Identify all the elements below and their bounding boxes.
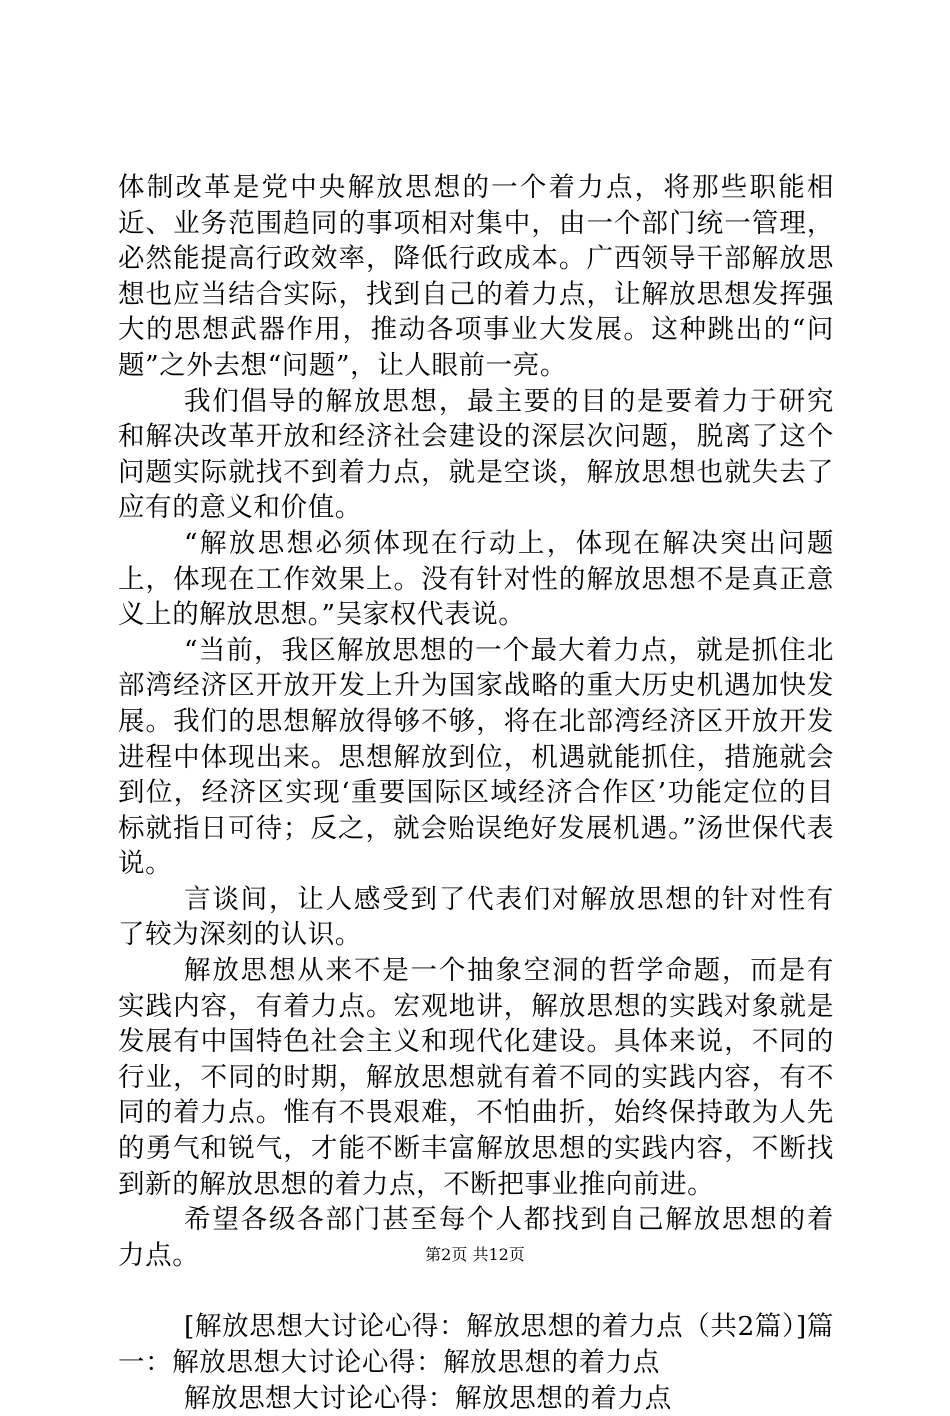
page-footer: 第2页 共12页: [425, 1245, 525, 1264]
paragraph: 体制改革是党中央解放思想的一个着力点，将那些职能相近、业务范围趋同的事项相对集中，由一个部门统一管理，必然能提高行政效率，降低行政成本。广西领导干部解放思想也应当结合实际，找到自己的着力点，让解放思想发挥强大的思想武器作用，推动各项事业大发展。这种跳出的“问题”之外去想“问题”，让人眼前一亮。: [118, 172, 834, 381]
section-subheading: 解放思想大讨论心得：解放思想的着力点: [184, 1382, 672, 1414]
paragraph: 我们倡导的解放思想，最主要的目的是要着力于研究和解决改革开放和经济社会建设的深层次问题，脱离了这个问题实际就找不到着力点，就是空谈，解放思想也就失去了应有的意义和价值。: [118, 385, 834, 524]
paragraph: “当前，我区解放思想的一个最大着力点，就是抓住北部湾经济区开放开发上升为国家战略的重大历史机遇加快发展。我们的思想解放得够不够，将在北部湾经济区开放开发进程中体现出来。思想解放到位，机遇就能抓住，措施就会到位，经济区实现‘重要国际区域经济合作区’功能定位的目标就指日可待；反之，就会贻误绝好发展机遇。”汤世保代表说。: [118, 634, 834, 880]
paragraph: 言谈间，让人感受到了代表们对解放思想的针对性有了较为深刻的认识。: [118, 883, 834, 951]
body-text: [118, 170, 834, 1416]
paragraph: 希望各级各部门甚至每个人都找到自己解放思想的着力点。: [118, 1204, 834, 1271]
paragraph-gap: [118, 1273, 834, 1309]
paragraph: “解放思想必须体现在行动上，体现在解决突出问题上，体现在工作效果上。没有针对性的解放思想不是真正意义上的解放思想。”吴家权代表说。: [118, 527, 834, 631]
paragraph: 解放思想从来不是一个抽象空洞的哲学命题，而是有实践内容，有着力点。宏观地讲，解放思想的实践对象就是发展有中国特色社会主义和现代化建设。具体来说，不同的行业，不同的时期，解放思想就有着不同的实践内容，有不同的着力点。惟有不畏艰难，不怕曲折，始终保持敢为人先的勇气和锐气，才能不断丰富解放思想的实践内容，不断找到新的解放思想的着力点，不断把事业推向前进。: [118, 955, 834, 1200]
section-heading: [解放思想大讨论心得：解放思想的着力点（共2篇）]篇一：解放思想大讨论心得：解放思想的着力点: [118, 1311, 834, 1378]
